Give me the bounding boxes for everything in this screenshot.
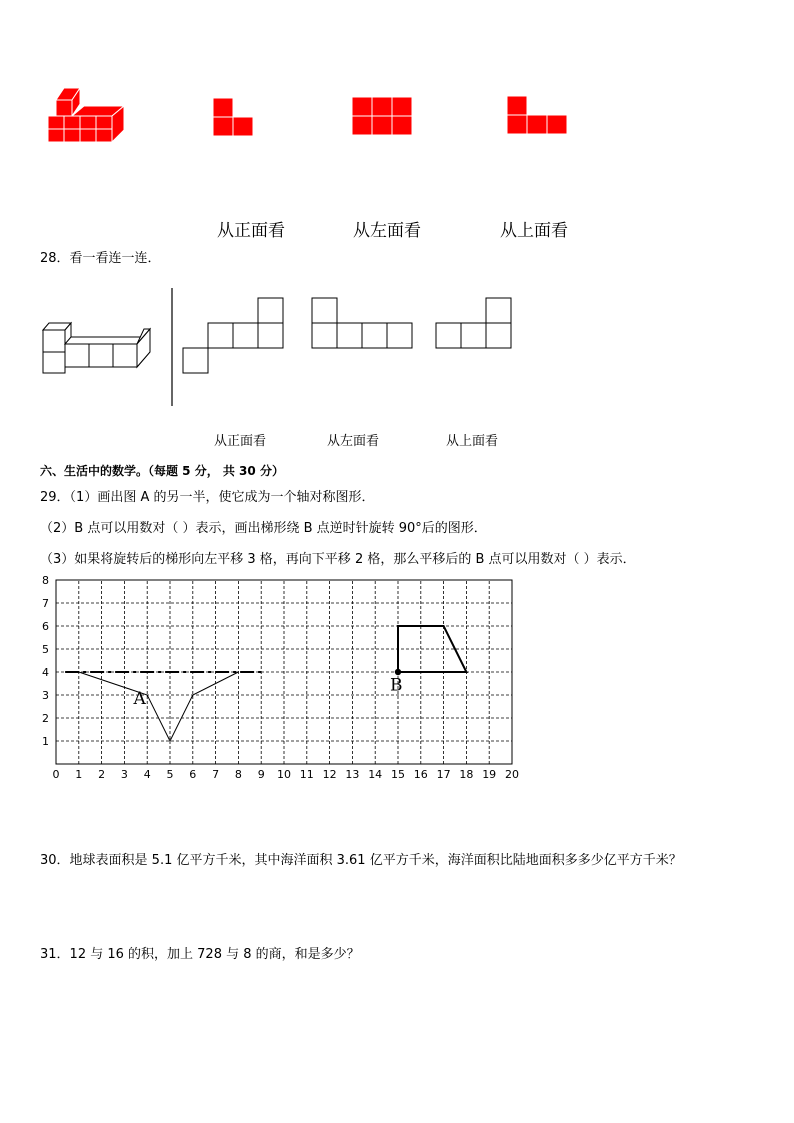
q29-line-3: （3）如果将旋转后的梯形向左平移 3 格，再向下平移 2 格，那么平移后的 B 点可以用数对（ ）表示． bbox=[40, 552, 636, 567]
point-b bbox=[395, 669, 401, 675]
q28-label-left: 从左面看 bbox=[327, 434, 380, 449]
x-tick-label: 20 bbox=[505, 768, 519, 781]
q29-line-2: （2）B 点可以用数对（ ）表示，画出梯形绕 B 点逆时针旋转 90°后的图形． bbox=[40, 521, 487, 536]
x-tick-label: 13 bbox=[345, 768, 360, 781]
x-tick-label: 18 bbox=[459, 768, 474, 781]
x-tick-label: 1 bbox=[75, 768, 83, 781]
y-tick-label: 5 bbox=[42, 643, 49, 656]
y-tick-label: 8 bbox=[42, 574, 49, 587]
q27-label-left: 从左面看 bbox=[353, 221, 421, 241]
y-tick-label: 6 bbox=[42, 620, 49, 633]
x-tick-label: 5 bbox=[166, 768, 174, 781]
x-tick-label: 14 bbox=[368, 768, 383, 781]
section-6-title: 六、生活中的数学。（每题 5 分， 共 30 分） bbox=[40, 464, 284, 478]
x-tick-label: 7 bbox=[212, 768, 220, 781]
y-tick-label: 3 bbox=[42, 689, 49, 702]
x-tick-label: 3 bbox=[120, 768, 128, 781]
x-tick-label: 17 bbox=[436, 768, 451, 781]
x-tick-label: 19 bbox=[482, 768, 497, 781]
q31-text: 31．12 与 16 的积，加上 728 与 8 的商，和是多少？ bbox=[40, 947, 360, 962]
x-tick-label: 10 bbox=[277, 768, 291, 781]
y-tick-label: 4 bbox=[42, 666, 49, 679]
q28-label-front: 从正面看 bbox=[214, 434, 267, 449]
y-tick-label: 2 bbox=[42, 712, 49, 725]
x-tick-label: 11 bbox=[299, 768, 314, 781]
x-tick-label: 15 bbox=[391, 768, 405, 781]
figure-a bbox=[79, 672, 239, 741]
y-tick-label: 7 bbox=[42, 597, 49, 610]
x-tick-label: 2 bbox=[98, 768, 106, 781]
x-tick-label: 0 bbox=[52, 768, 60, 781]
label-b: B bbox=[390, 675, 403, 696]
x-tick-label: 8 bbox=[234, 768, 242, 781]
q28-label-top: 从上面看 bbox=[446, 434, 499, 449]
q30-text: 30．地球表面积是 5.1 亿平方千米，其中海洋面积 3.61 亿平方千米，海洋面积比陆地面积多多少亿平方千米？ bbox=[40, 853, 682, 868]
q27-label-top: 从上面看 bbox=[500, 221, 568, 241]
x-tick-label: 9 bbox=[257, 768, 265, 781]
x-tick-label: 16 bbox=[413, 768, 428, 781]
q27-label-front: 从正面看 bbox=[217, 221, 285, 241]
x-tick-label: 6 bbox=[189, 768, 197, 781]
x-tick-label: 4 bbox=[143, 768, 151, 781]
q28-title: 28．看一看连一连． bbox=[40, 251, 161, 266]
y-tick-label: 1 bbox=[42, 735, 49, 748]
x-tick-label: 12 bbox=[322, 768, 337, 781]
q29-line-1: 29．（1）画出图 A 的另一半，使它成为一个轴对称图形． bbox=[40, 490, 375, 505]
label-a: A bbox=[133, 689, 146, 710]
